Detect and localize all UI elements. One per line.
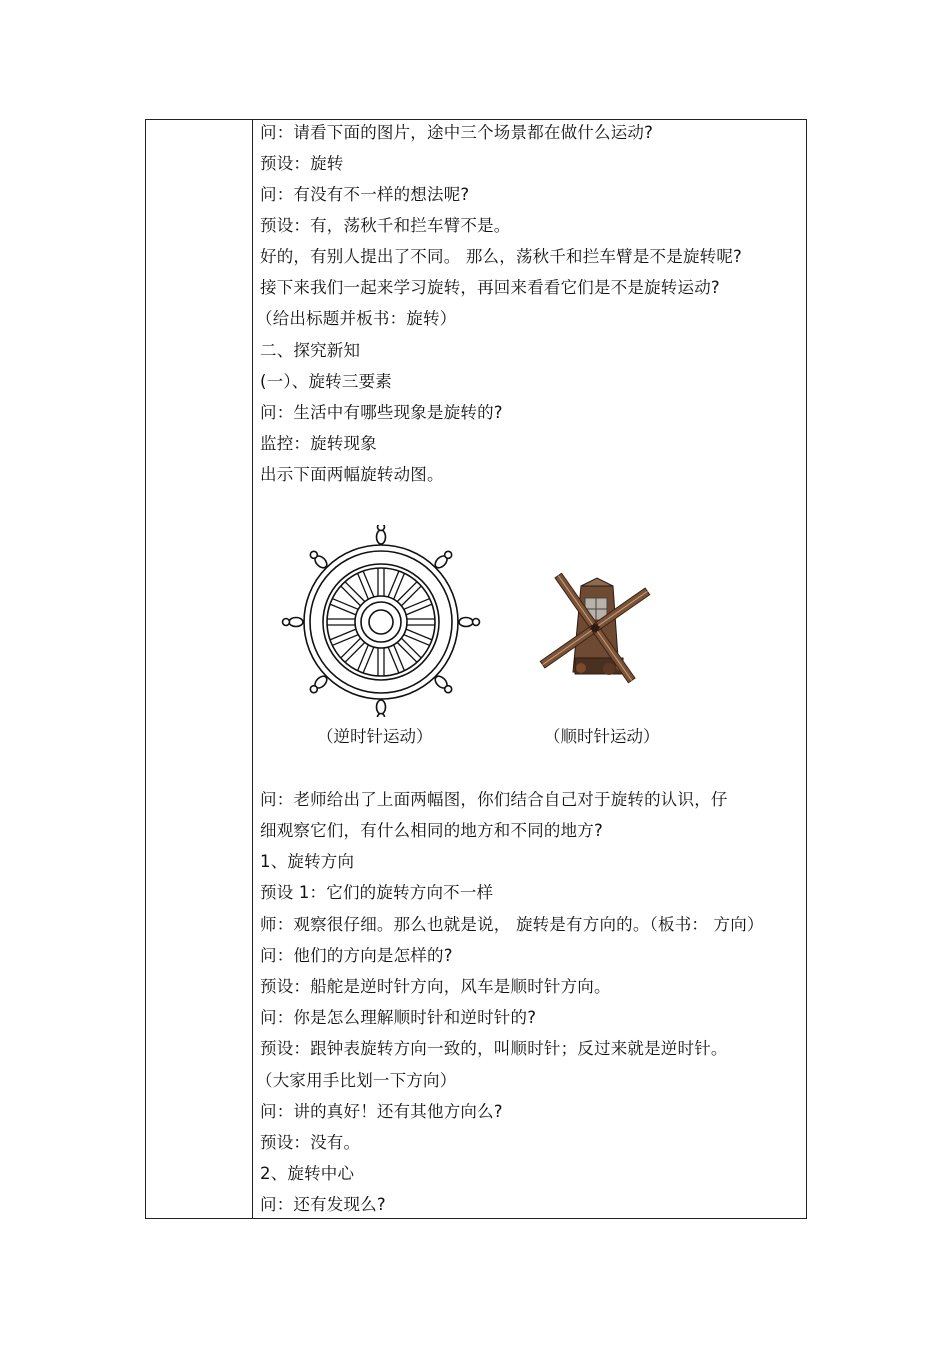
windmill-icon: [523, 564, 683, 704]
text-line: 预设：有，荡秋千和拦车臂不是。: [260, 216, 511, 235]
text-line: 问：还有发现么?: [260, 1195, 386, 1214]
text-line: 预设：跟钟表旋转方向一致的，叫顺时针；反过来就是逆时针。: [260, 1039, 728, 1058]
text-line: 问：请看下面的图片，途中三个场景都在做什么运动?: [260, 123, 654, 142]
text-line: 问：讲的真好！还有其他方向么?: [260, 1102, 503, 1121]
wheel-caption: （逆时针运动）: [317, 727, 433, 746]
text-line: 问：你是怎么理解顺时针和逆时针的?: [260, 1008, 537, 1027]
subsection-heading: (一）、旋转三要素: [260, 372, 392, 391]
text-line: 问：有没有不一样的想法呢?: [260, 185, 470, 204]
text-line: 出示下面两幅旋转动图。: [260, 465, 444, 484]
text-line: 预设：旋转: [260, 154, 344, 173]
text-line: 问：老师给出了上面两幅图，你们结合自己对于旋转的认识，仔: [260, 790, 728, 809]
text-line: 预设：船舵是逆时针方向，风车是顺时针方向。: [260, 977, 611, 996]
text-line: 问：生活中有哪些现象是旋转的?: [260, 403, 503, 422]
text-line: （大家用手比划一下方向）: [256, 1071, 457, 1090]
subsection-heading: 1、旋转方向: [260, 852, 355, 871]
table-left-column: [146, 120, 253, 1218]
text-line: 好的，有别人提出了不同。 那么，荡秋千和拦车臂是不是旋转呢?: [260, 247, 743, 266]
windmill-caption: （顺时针运动）: [544, 727, 660, 746]
text-line: 问：他们的方向是怎样的?: [260, 946, 453, 965]
lesson-table: [145, 119, 807, 1219]
text-line: 师：观察很仔细。那么也就是说， 旋转是有方向的。（板书： 方向）: [260, 915, 764, 934]
subsection-heading: 2、旋转中心: [260, 1164, 355, 1183]
text-line: 接下来我们一起来学习旋转，再回来看看它们是不是旋转运动?: [260, 278, 720, 297]
table-content-column: [253, 120, 806, 1218]
text-line: 细观察它们，有什么相同的地方和不同的地方?: [260, 821, 603, 840]
ship-wheel-icon: [258, 525, 508, 717]
text-line: 预设 1：它们的旋转方向不一样: [260, 883, 494, 902]
text-line: 预设：没有。: [260, 1133, 361, 1152]
text-line: 监控：旋转现象: [260, 434, 377, 453]
section-heading: 二、探究新知: [260, 341, 361, 360]
text-line: （给出标题并板书：旋转）: [256, 309, 457, 328]
